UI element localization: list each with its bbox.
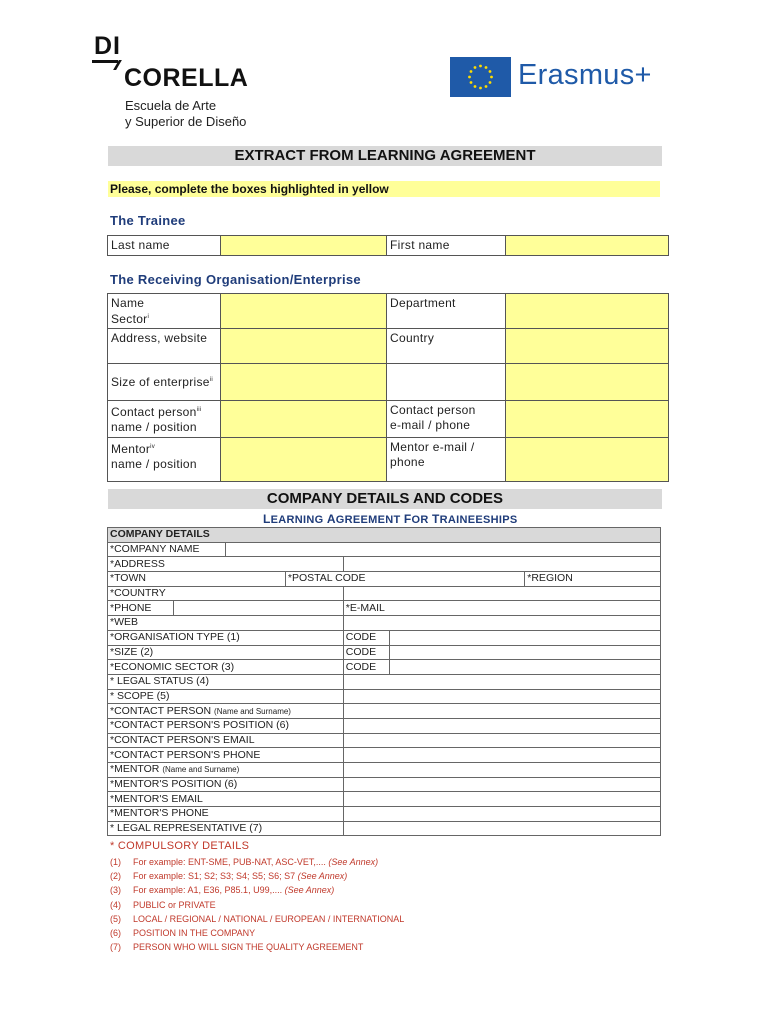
name-sector-label: [108, 294, 221, 329]
size-label-text: Size of enterprise: [111, 375, 210, 389]
footnote-text: PUBLIC or PRIVATE: [133, 899, 216, 910]
trainee-table: [107, 235, 669, 256]
size-label: *SIZE (2): [108, 645, 344, 660]
footnote-text: LOCAL / REGIONAL / NATIONAL / EUROPEAN / INTERNATIONAL: [133, 913, 405, 924]
econ-sector-code-label: CODE: [343, 660, 389, 675]
mentor-email-label: [387, 438, 506, 482]
footnote: [110, 898, 404, 912]
mentor-phone-field[interactable]: [343, 807, 660, 822]
mentor-email-field[interactable]: [506, 438, 669, 482]
contact-email-field[interactable]: [506, 401, 669, 438]
logo-subtitle-1: Escuela de Arte: [125, 98, 217, 113]
contact-person-field[interactable]: [343, 704, 660, 719]
mentor-email-label: *MENTOR'S EMAIL: [108, 792, 344, 807]
footnote: [110, 940, 404, 954]
department-field[interactable]: [506, 294, 669, 329]
compulsory-heading: * COMPULSORY DETAILS: [110, 840, 250, 852]
econ-sector-code-field[interactable]: [389, 660, 660, 675]
subtitle-w4: RAINEESHIPS: [439, 514, 518, 526]
scope-field[interactable]: [343, 689, 660, 704]
subtitle-w3: OR: [411, 514, 432, 526]
page-title: EXTRACT FROM LEARNING AGREEMENT: [108, 146, 662, 166]
econ-sector-label: *ECONOMIC SECTOR (3): [108, 660, 344, 675]
mentor-note: (Name and Surname): [162, 765, 240, 775]
size-code-field[interactable]: [389, 645, 660, 660]
mentor-email-label-2: phone: [390, 455, 425, 469]
footnote: [110, 855, 404, 869]
contact-phone-label: *CONTACT PERSON'S PHONE: [108, 748, 344, 763]
address-field[interactable]: [221, 329, 387, 364]
contact-person-label-1: Contact person: [111, 405, 197, 419]
footnote-num: (6): [110, 927, 121, 938]
di-corella-logo: [92, 32, 262, 132]
size-field[interactable]: [221, 364, 387, 401]
footnote-annex: (See Annex): [297, 871, 348, 882]
email-label: *E-MAIL: [343, 601, 660, 616]
mentor-label: [108, 438, 221, 482]
org-type-code-label: CODE: [343, 630, 389, 645]
logo-bar: [92, 60, 118, 63]
mentor-phone-label: *MENTOR'S PHONE: [108, 807, 344, 822]
name-label: Name: [111, 296, 145, 310]
contact-person-field[interactable]: [221, 401, 387, 438]
instruction-note: Please, complete the boxes highlighted in yellow: [108, 181, 660, 197]
contact-email-field[interactable]: [343, 733, 660, 748]
footnote-num: (3): [110, 885, 121, 896]
contact-email-label-2: e-mail / phone: [390, 418, 471, 432]
mentor-label-1: Mentor: [111, 442, 151, 456]
footnote: [110, 869, 404, 883]
footnote-num: (7): [110, 942, 121, 953]
contact-person-label: [108, 704, 344, 719]
eu-flag-icon: [450, 57, 511, 97]
country-field[interactable]: [343, 586, 660, 601]
erasmus-text: Erasmus+: [518, 59, 652, 91]
size-footnote: ii: [209, 377, 214, 383]
country-field[interactable]: [506, 329, 669, 364]
address-label: *ADDRESS: [108, 557, 344, 572]
subtitle-l2: A: [326, 512, 336, 526]
mentor-footnote: iv: [150, 444, 156, 450]
name-sector-field[interactable]: [221, 294, 387, 329]
size-label: [108, 364, 221, 401]
contact-email-label: *CONTACT PERSON'S EMAIL: [108, 733, 344, 748]
learning-agreement-subtitle: [263, 512, 518, 526]
size-empty-cell: [387, 364, 506, 401]
scope-label: * SCOPE (5): [108, 689, 344, 704]
receiving-heading: The Receiving Organisation/Enterprise: [110, 272, 361, 287]
last-name-label: Last name: [108, 236, 221, 256]
legal-status-field[interactable]: [343, 674, 660, 689]
contact-person-label-2: name / position: [111, 420, 197, 434]
mentor-field[interactable]: [221, 438, 387, 482]
footnote-text: POSITION IN THE COMPANY: [133, 927, 256, 938]
footnote: [110, 883, 404, 897]
mentor-position-label: *MENTOR'S POSITION (6): [108, 777, 344, 792]
logo-subtitle-2: y Superior de Diseño: [125, 114, 247, 129]
company-details-header: COMPANY DETAILS: [108, 528, 661, 543]
postal-code-label: *POSTAL CODE: [285, 572, 524, 587]
country-label: Country: [387, 329, 506, 364]
org-type-label: *ORGANISATION TYPE (1): [108, 630, 344, 645]
footnote-text: PERSON WHO WILL SIGN THE QUALITY AGREEMENT: [133, 942, 364, 953]
subtitle-l4: T: [432, 512, 440, 526]
company-details-table: [107, 527, 661, 836]
legal-rep-field[interactable]: [343, 821, 660, 836]
subtitle-w1: EARNING: [270, 514, 327, 526]
mentor-email-label-1: Mentor e-mail /: [390, 440, 475, 454]
subtitle-l3: F: [403, 512, 412, 526]
last-name-field[interactable]: [221, 236, 387, 256]
contact-position-label: *CONTACT PERSON'S POSITION (6): [108, 718, 344, 733]
contact-email-label: [387, 401, 506, 438]
mentor-field[interactable]: [343, 763, 660, 778]
company-name-label: *COMPANY NAME: [108, 542, 226, 557]
footnote-num: (1): [110, 857, 121, 867]
footnote-text: For example: S1; S2; S3; S4; S5; S6; S7: [133, 871, 298, 882]
web-field[interactable]: [343, 616, 660, 631]
country-label: *COUNTRY: [108, 586, 344, 601]
receiving-table: [107, 293, 669, 482]
company-name-field[interactable]: [225, 542, 660, 557]
erasmus-logo: [450, 57, 660, 97]
sector-footnote: i: [147, 314, 150, 320]
footnotes-list: [110, 855, 404, 954]
footnote-num: (4): [110, 899, 121, 910]
footnote-annex: (See Annex): [328, 857, 379, 867]
footnote-num: (2): [110, 871, 121, 882]
subtitle-l1: L: [263, 512, 271, 526]
contact-email-label-1: Contact person: [390, 403, 476, 417]
sector-label: Sector: [111, 312, 148, 326]
company-title: COMPANY DETAILS AND CODES: [108, 489, 662, 509]
contact-footnote: iii: [196, 407, 202, 413]
contact-person-label: [108, 401, 221, 438]
org-type-code-field[interactable]: [389, 630, 660, 645]
first-name-label: First name: [387, 236, 506, 256]
web-label: *WEB: [108, 616, 344, 631]
mentor-label-text: *MENTOR: [110, 763, 160, 776]
footnote: [110, 926, 404, 940]
contact-position-field[interactable]: [343, 718, 660, 733]
region-label: *REGION: [525, 572, 661, 587]
subtitle-w2: GREEMENT: [335, 514, 404, 526]
footnote-text: For example: A1, E36, P85.1, U99,....: [133, 885, 285, 896]
mentor-email-field[interactable]: [343, 792, 660, 807]
town-label: *TOWN: [108, 572, 286, 587]
mentor-label-2: name / position: [111, 457, 197, 471]
footnote-annex: (See Annex): [284, 885, 335, 896]
contact-person-note: (Name and Surname): [214, 706, 291, 716]
address-field[interactable]: [343, 557, 660, 572]
phone-field[interactable]: [173, 601, 343, 616]
trainee-heading: The Trainee: [110, 213, 186, 228]
mentor-position-field[interactable]: [343, 777, 660, 792]
eu-stars-icon: [450, 57, 511, 97]
contact-phone-field[interactable]: [343, 748, 660, 763]
address-label: Address, website: [108, 329, 221, 364]
footnote: [110, 912, 404, 926]
department-label: Department: [387, 294, 506, 329]
footnote-num: (5): [110, 913, 121, 924]
size-code-label: CODE: [343, 645, 389, 660]
contact-person-label-text: *CONTACT PERSON: [110, 704, 212, 717]
size-extra-field[interactable]: [506, 364, 669, 401]
phone-label: *PHONE: [108, 601, 174, 616]
logo-corella-text: CORELLA: [124, 64, 249, 92]
first-name-field[interactable]: [506, 236, 669, 256]
footnote-text: For example: ENT-SME, PUB-NAT, ASC-VET,....: [133, 857, 329, 867]
mentor-label: [108, 763, 344, 778]
legal-status-label: * LEGAL STATUS (4): [108, 674, 344, 689]
logo-di-text: DI: [94, 32, 121, 60]
legal-rep-label: * LEGAL REPRESENTATIVE (7): [108, 821, 344, 836]
